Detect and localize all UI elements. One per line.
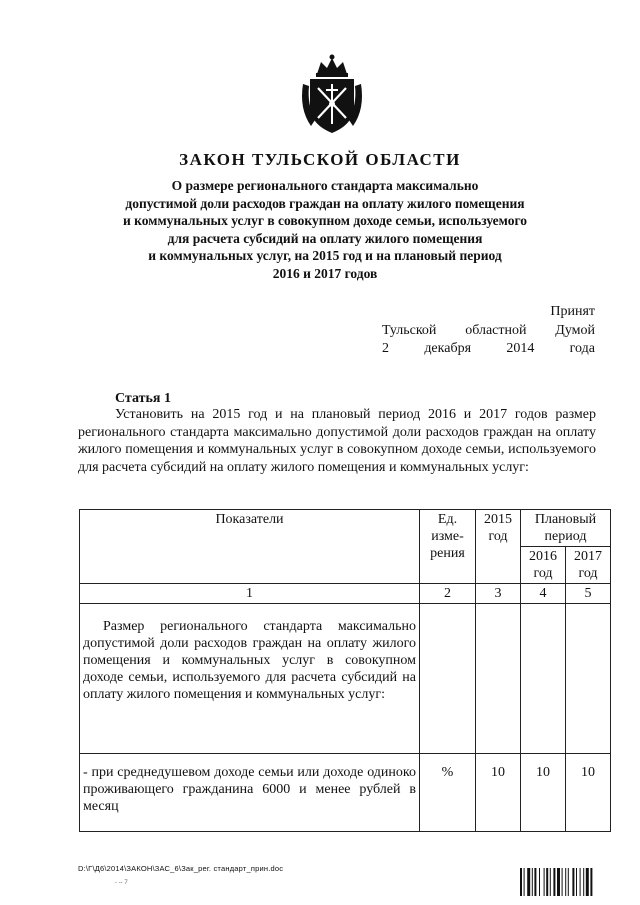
adoption-word: года [569,341,595,356]
column-number: 3 [476,584,521,604]
row-unit [420,604,476,754]
adoption-block [382,303,595,359]
adoption-word: областной [465,322,527,338]
adoption-word: Тульской [382,322,437,338]
article-heading: Статья 1 [115,391,171,406]
row-value-2017: 10 [566,754,611,832]
subtitle-line: и коммунальных услуг, на 2015 год и на плановый период [148,248,502,264]
tula-coat-of-arms-icon [297,54,367,136]
law-title: ЗАКОН ТУЛЬСКОЙ ОБЛАСТИ [179,150,461,169]
header-indicators: Показатели [80,510,420,584]
row-value-2016 [521,604,566,754]
adoption-word: декабря [424,341,472,356]
header-planned-period: Плановый период [521,510,611,547]
row-unit: % [420,754,476,832]
adoption-line-date [382,340,595,359]
subtitle-line: допустимой доли расходов граждан на оплату жилого помещения [125,195,525,211]
file-path: D:\Г\Д6\2014\ЗАКОН\ЗАС_6\Зак_рег. стандарт_прин.doc [78,864,284,873]
adoption-line-accepted: Принят [550,304,595,319]
adoption-word: 2 [382,341,389,356]
header-2017: 2017 год [566,547,611,584]
column-number: 4 [521,584,566,604]
law-subtitle [90,177,560,283]
adoption-word: Думой [555,322,595,338]
column-number: 5 [566,584,611,604]
column-number: 2 [420,584,476,604]
adoption-line-duma [382,322,595,341]
row-value-2015: 10 [476,754,521,832]
row-indicator-text: Размер регионального стандарта максимально допустимой доли расходов граждан на оплату жилого помещения и коммунальных услуг в совокупном доходе семьи, используемого для расчета субсидий на оплату жилого помещения и коммунальных услуг: [80,604,420,754]
row-value-2015 [476,604,521,754]
subtitle-line: О размере регионального стандарта максимально [171,178,479,193]
header-2016: 2016 год [521,547,566,584]
table-row [80,754,611,832]
barcode-icon [520,868,612,896]
row-value-2016: 10 [521,754,566,832]
column-number: 1 [80,584,420,604]
table-row [80,604,611,754]
article-text: Установить на 2015 год и на плановый период 2016 и 2017 годов размер регионального стандарта максимально допустимой доли расходов граждан на оплату жилого помещения и коммунальных услуг в совокупном доходе семьи, используемого для расчета субсидий на оплату жилого помещения и коммунальных услуг: [78,407,596,475]
subtitle-line: 2016 и 2017 годов [272,265,378,281]
subtitle-line: для расчета субсидий на оплату жилого помещения [167,230,483,246]
header-2015: 2015 год [476,510,521,584]
subtitle-line: и коммунальных услуг в совокупном доходе семьи, используемого [123,213,527,229]
adoption-word: 2014 [506,341,535,356]
standard-table [79,509,611,832]
row-value-2017 [566,604,611,754]
row-indicator-text: - при среднедушевом доходе семьи или доходе одиноко проживающего гражданина 6000 и менее рублей в месяц [80,754,420,832]
page-mark: - -- 7 [115,880,128,886]
header-unit: Ед. изме-рения [420,510,476,584]
